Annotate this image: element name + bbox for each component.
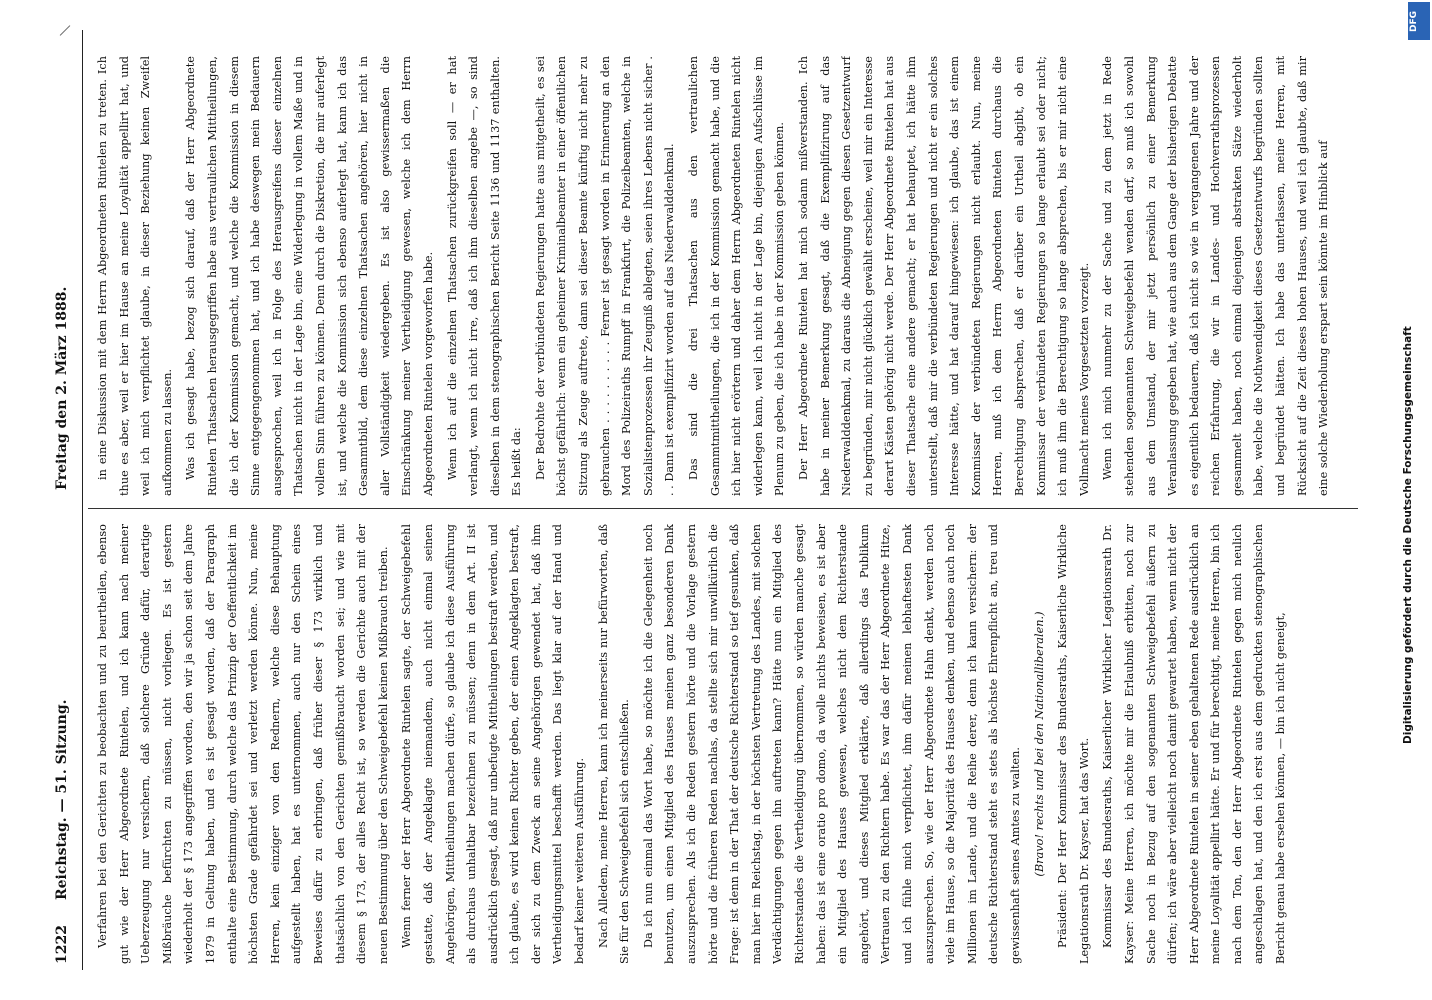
- digitization-note: Digitalisierung gefördert durch die Deutsche Forschungsgemeinschaft: [1402, 326, 1414, 744]
- session-date: Freitag den 2. März 1888.: [54, 286, 70, 490]
- left-paragraph-4: Da ich nun einmal das Wort habe, so möchte ich die Gelegenheit noch benutzen, um einen Mitglied des Hauses meinen ganz besonderen Dank auszusprechen. Als ich die Reden gestern hörte und die Vorlage gestern hörte und die früheren Reden nachlas, da stellte sich mir unwillkürlich die Frage: ist denn in der That der deutsche Richterstand so tief gesunken, daß man hier im Reichstag, in der höchsten Vertretung des Landes, mit solchen Verdächtigungen gegen ihn auftreten kann? Hätte nun ein Mitglied des Richterstandes die Vertheidigung übernommen, so würden manche gesagt haben: das ist eine oratio pro domo, da wolle nichts beweisen, es ist aber ein Mitglied des Hauses gewesen, welches nicht dem Richterstande angehört, und dieses Mitglied erklärte, daß allerdings das Publikum Vertrauen zu den Richtern habe. Es war das der Herr Abgeordnete Hitze, und ich fühle mich verpflichtet, ihm dafür meinen lebhaftesten Dank auszusprechen. So, wie der Herr Abgeordnete Hahn denkt, werden noch viele im Hause, so die Majorität des Hauses denken, und ebenso auch noch Millionen im Lande, und die Reihe derer, denn ich kann versichern: der deutsche Richterstand steht es stets als höchste Ehrenpflicht an, treu und gewissenhaft seines Amtes zu walten.: [641, 524, 1022, 964]
- left-column: [92, 524, 1362, 964]
- dfg-logo-text: DFG: [1409, 10, 1419, 32]
- right-column: [92, 56, 1362, 496]
- left-paragraph-1: Verfahren bei den Gerichten zu beobachten und zu beurtheilen, ebenso gut wie der Herr Abgeordnete Rintelen, und ich kann nach meiner Ueberzeugung nur versichern, daß solchere Gründe dafür, derartige Mißbräuche befürchten zu müssen, nicht vorliegen. Es ist gestern wiederholt der § 173 angegriffen worden, den wir ja schon seit dem Jahre 1879 in Geltung haben, und es ist gesagt worden, daß der Paragraph enthalte eine Bestimmung, durch welche das Prinzip der Oeffentlichkeit im höchsten Grade gefährdet sei und verletzt werden könne. Nun, meine Herren, kein einziger von den Rednern, welche diese Behauptung aufgestellt haben, hat es unternommen, auch nur den Schein eines Beweises dafür zu erbringen, daß früher dieser § 173 wirklich und thatsächlich von den Gerichten gemißbraucht worden sei; und wie mit diesem § 173, der alles Recht ist, so werden die Gerichte auch mit der neuen Bestimmung über den Schweigebefehl keinen Mißbrauch treiben.: [96, 524, 390, 964]
- page-number: 1222: [54, 925, 70, 964]
- column-divider: [88, 508, 1358, 509]
- right-paragraph-7: Wenn ich mich nunmehr zu der Sache und zu dem jetzt in Rede stehenden sogenannten Schweigebefehl wenden darf, so muß ich sowohl aus dem Umstand, der mir jetzt persönlich zu einer Bemerkung Veranlassung gegeben hat, wie auch aus dem Gange der bisherigen Debatte es eigentlich bedauern, daß ich nicht so wie in vergangenen Jahre und der reichen Erfahrung, die wir in Landes- und Hochverrathsprozessen gesammelt haben, noch einmal diejenigen abstrakten Sätze wiederholt habe, welche die Nothwendigkeit dieses Gesetzentwurfs begründen sollten und begründet hätten. Ich habe das unterlassen, meine Herren, mit Rücksicht auf die Zeit dieses hohen Hauses, und weil ich glaubte, daß mir eine solche Wiederholung erspart sein könnte im Hinblick auf: [1101, 56, 1331, 496]
- left-paragraph-kayser: Kommissar des Bundesraths, Kaiserlicher Wirklicher Legationsrath Dr. Kayser: Meine Herren, ich möchte mir die Erlaubniß erbitten, noch zur Sache noch in Bezug auf den sogenannten Schweigebefehl äußern zu dürfen; ich wäre aber vielleicht noch damit gewartet haben, wenn nicht der Herr Abgeordnete Rintelen in seiner eben gehaltenen Rede ausdrücklich an meine Loyalität appellirt hätte. Er und für berechtigt, meine Herren, bin ich nach dem Ton, den der Herr Abgeordnete Rintelen gegen mich neulich angeschlagen hat, und den ich erst aus dem gedruckten stenographischen Bericht genau habe ersehen können, — bin ich nicht geneigt,: [1101, 524, 1288, 964]
- right-paragraph-6: Der Herr Abgeordnete Rintelen hat mich sodann mißverstanden. Ich habe in meiner Bemerkung gesagt, daß die Exemplifizirung auf das Niederwalddenkmal, zu daraus die Abneigung gegen diesen Gesetzentwurf zu begründen, mir nicht glücklich gewählt erscheine, weil mir ein Interesse derart Kästen gehörig nicht werde. Der Herr Abgeordnete Rintelen hat aus dieser Thatsache eine andere gemacht; er hat behauptet, ich hätte ihm unterstellt, daß mir die verbündeten Regierungen und nicht er ein solches Interesse hätte, und hat darauf hingewiesen: ich glaube, das ist einem Kommissar der verbündeten Regierungen nicht erlaubt. Nun, meine Herren, muß ich dem Herrn Abgeordneten Rintelen durchaus die Berechtigung absprechen, daß er darüber ein Urtheil abgibt, ob ein Kommissar der verbündeten Regierungen so lange erlaubt sei oder nicht; ich muß ihm die Berechtigung so lange absprechen, bis er mir nicht eine Vollmacht meines Vorgesetzten vorzeigt.: [797, 56, 1091, 496]
- right-paragraph-1: in eine Diskussion mit dem Herrn Abgeordneten Rintelen zu treten. Ich thue es aber, weil er hier im Hause an meine Loyalität appellirt hat, und weil ich mich verpflichtet glaube, in dieser Beziehung keinen Zweifel aufkommen zu lassen.: [96, 56, 174, 496]
- left-paragraph-2: Wenn ferner der Herr Abgeordnete Rintelen sagte, der Schweigebefehl gestatte, daß der Angeklagte niemandem, auch nicht einmal seinen Angehörigen, Mittheilungen machen dürfe, so glaube ich diese Ausführung als durchaus unhaltbar bezeichnen zu müssen; denn in dem Art. II ist ausdrücklich gesagt, daß nur unbefugte Mittheilungen bestraft werden, und ich glaube, es wird keinen Richter geben, der einen Angeklagten bestraft, der sich zu dem Zweck an seine Angehörigen gewendet hat, daß ihm Vertheidigungsmittel beschafft werden. Das liegt klar auf der Hand und bedarf keiner weiteren Ausführung.: [400, 524, 587, 964]
- session-title: Reichstag. — 51. Sitzung.: [54, 699, 70, 900]
- page-header: [48, 30, 83, 970]
- right-paragraph-2: Was ich gesagt habe, bezog sich darauf, daß der Herr Abgeordnete Rintelen Thatsachen herausgegriffen habe aus vertraulichen Mittheilungen, die ich der Kommission gemacht, und welche die Kommission in diesem Sinne entgegengenommen hat, und ich habe deswegen mein Bedauern ausgesprochen, weil ich in Folge des Herausgreifens dieser einzelnen Thatsachen nicht in der Lage bin, eine Widerlegung in vollem Maße und in vollem Sinn führen zu können. Denn durch die Diskretion, die mir auferlegt ist, und welche die Kommission sich ebenso auferlegt hat, kann ich das Gesammtbild, dem diese einzelnen Thatsachen angehören, hier nicht in aller Vollständigkeit wiedergeben. Es ist also gewissermaßen die Einschränkung meiner Vertheidigung gewesen, welche ich dem Herrn Abgeordneten Rintelen vorgeworfen habe.: [184, 56, 435, 496]
- right-paragraph-3: Wenn ich auf die einzelnen Thatsachen zurückgreifen soll — er hat verlangt, wenn ich nicht irre, daß ich ihm dieselben angebe —, so sind dieselben in dem stenographischen Bericht Seite 1136 und 1137 enthalten. Es heißt da:: [445, 56, 524, 496]
- left-paragraph-3: Nach Alledem, meine Herren, kann ich meinerseits nur befürworten, daß Sie für den Schweigebefehl sich entschließen.: [596, 524, 632, 964]
- rotated-page-content: [48, 30, 1368, 970]
- right-paragraph-5: Das sind die drei Thatsachen aus den vertraulichen Gesammtmittheilungen, die ich in der Kommission gemacht habe, und die ich hier nicht erörtern und daher dem Herrn Abgeordneten Rintelen nicht widerlegen kann, weil ich nicht in der Lage bin, diejenigen Aufschlüsse im Plenum zu geben, die ich habe in der Kommission geben können.: [687, 56, 787, 496]
- right-paragraph-quote: Der Bedrohte der verbündeten Regierungen hatte aus mitgetheilt, es sei höchst gefährlich: wenn ein geheimer Kriminalbeamter in einer öffentlichen Sitzung als Zeuge auftrete, dann sei dieser Beamte künftig nicht mehr zu gebrauchen . . . . . . . . . . Ferner ist gesagt worden in Erinnerung an den Mord des Polizeiraths Rumpff in Frankfurt, die Polizeibeamten, welche in Sozialistenprozessen ihr Zeugniß ablegten, seien ihres Lebens nicht sicher . . . Dann ist exemplifizirt worden auf das Niederwalddenkmal.: [533, 56, 677, 496]
- left-paragraph-president: Präsident: Der Herr Kommissar des Bundesraths, Kaiserliche Wirkliche Legationsrath Dr. Kayser, hat das Wort.: [1056, 524, 1091, 964]
- applause-note: (Bravo! rechts und bei den Nationalliberalen.): [1032, 611, 1046, 877]
